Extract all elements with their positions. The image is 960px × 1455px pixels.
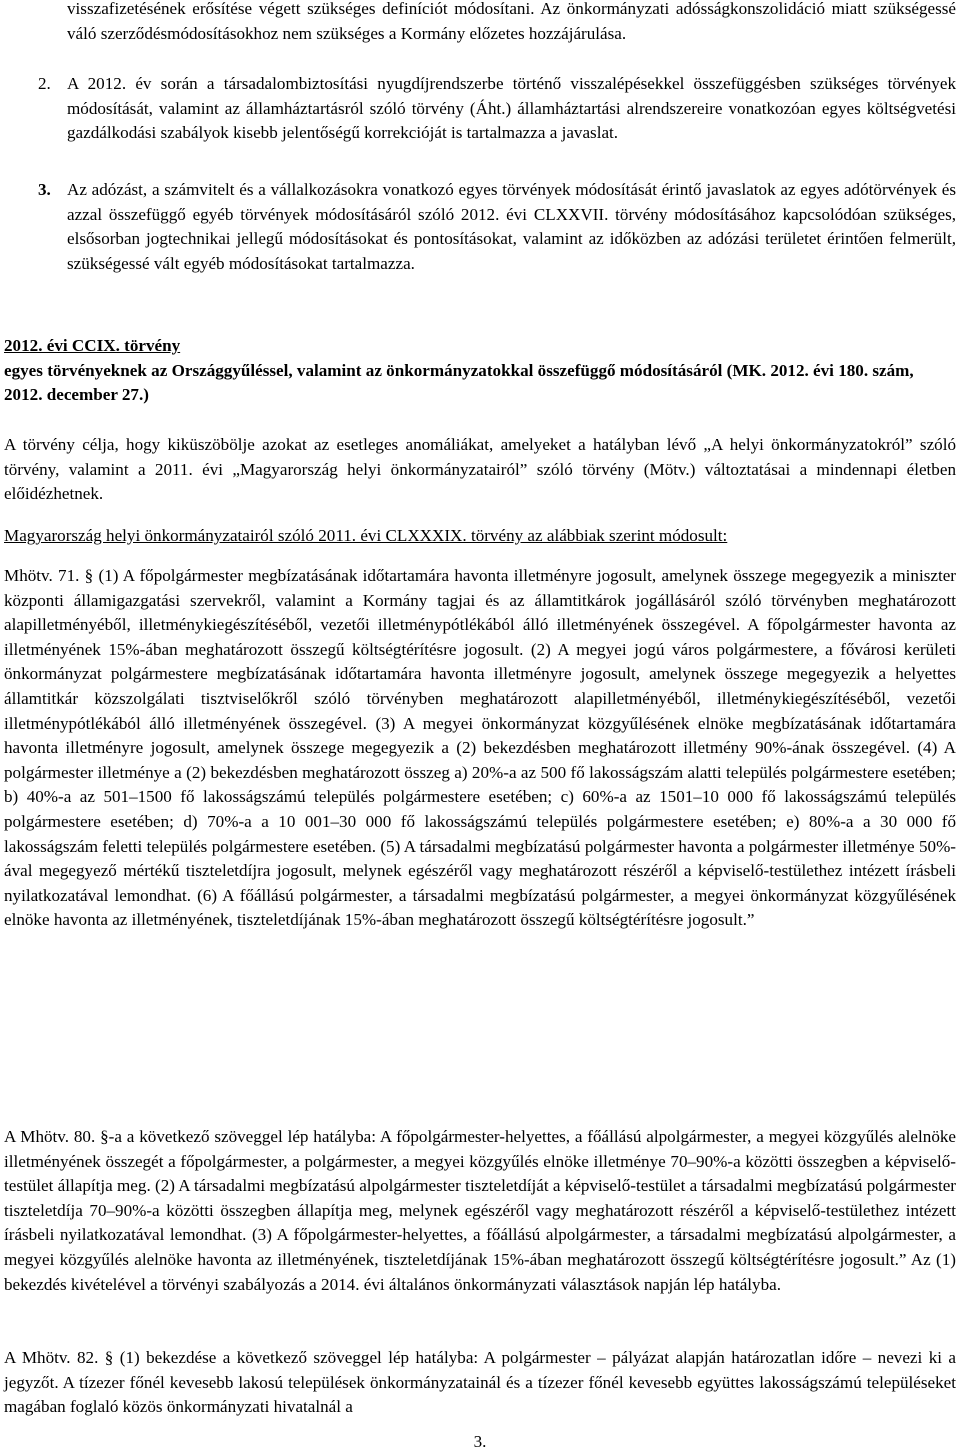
amendment-heading xyxy=(4,524,956,549)
list-item-number: 3. xyxy=(38,180,51,199)
list-item xyxy=(38,72,956,146)
section-71 xyxy=(4,564,956,933)
list-item xyxy=(38,178,956,276)
section-80 xyxy=(4,1125,956,1297)
list-item-text: visszafizetésének erősítése végett szükséges definíciót módosítani. Az önkormányzati adósságkonszolidáció miatt szükségessé váló szerződésmódosításokhoz nem szükséges a Kormány előzetes hozzájárulása. xyxy=(67,0,956,43)
section-82 xyxy=(4,1346,956,1420)
list-item-text xyxy=(38,72,956,146)
law-heading xyxy=(4,334,956,408)
paragraph-text: Mhötv. 71. § (1) A főpolgármester megbízatásának időtartamára havonta illetményre jogosult, amelynek összege megegyezik a miniszter központi államigazgatási szervekről, valamint a Kormány tagjai és az államtitkárok jogállásáról szóló törvényben meghatározott alapilletményéből, illetménykiegészítéséből, vezetői illetménypótlékából álló illetményének összegével. A főpolgármester havonta az illetményének 15%-ában meghatározott összegű költségtérítésre jogosult. (2) A megyei jogú város polgármestere, a fővárosi kerületi önkormányzat polgármestere megbízatásának időtartamára havonta illetményre jogosult, amelynek összege megegyezik a helyettes államtitkár közszolgálati tisztviselőkről szóló törvényben meghatározott alapilletményéből, illetménykiegészítéséből, vezetői illetménypótlékából álló illetményének összegével. (3) A megyei önkormányzat közgyűlésének elnöke megbízatásának időtartamára havonta illetményre jogosult, amelynek összege megegyezik a (2) bekezdésben meghatározott illetmény 90%-ának összegével. (4) A polgármester illetménye a (2) bekezdésben meghatározott összeg a) 20%-a az 500 fő lakosságszám alatti település polgármestere esetében; b) 40%-a az 501–1500 fő lakosságszámú település polgármestere esetében; c) 60%-a az 1501–10 000 fő lakosságszámú település polgármestere esetében; d) 70%-a a 10 001–30 000 fő lakosságszámú település polgármestere esetében; e) 80%-a a 30 000 fő lakosságszám feletti település polgármestere esetében. (5) A társadalmi megbízatású polgármester havonta a polgármester illetménye 50%-ával megegyező mértékű tiszteletdíjra jogosult, melynek egészéről vagy meghatározott részéről a képviselő-testülethez intézett írásbeli nyilatkozatával lemondhat. (6) A főállású polgármester, a társadalmi megbízatású polgármester, a megyei önkormányzat közgyűlésének elnöke havonta az illetményének, tiszteletdíjának 15%-ában meghatározott összegű költségtérítésre jogosult.” xyxy=(4,566,956,930)
list-item-body: Az adózást, a számvitelt és a vállalkozásokra vonatkozó egyes törvények módosítását érintő javaslatok az egyes adótörvények és azzal összefüggő egyéb törvények módosításáról szóló 2012. évi CLXXVII. törvény módosításához kapcsolódóan szükséges, elsősorban jogtechnikai jellegű módosításokat és pontosításokat, valamint az időközben az adózási területet érintően felmerült, szükségessé vált egyéb módosításokat tartalmazza. xyxy=(67,180,956,273)
list-item-number: 2. xyxy=(38,74,51,93)
law-title xyxy=(4,334,956,359)
paragraph-text: A Mhötv. 82. § (1) bekezdése a következő szöveggel lép hatályba: A polgármester – pályázat alapján határozatlan időre – nevezi ki a jegyzőt. A tízezer főnél kevesebb lakosú települések önkormányzatainál és a tízezer főnél kevesebb együttes lakosságszámú településeket magában foglaló közös önkormányzati hivatalnál a xyxy=(4,1348,956,1417)
purpose-paragraph xyxy=(4,433,956,507)
law-title-text: 2012. évi CCIX. törvény xyxy=(4,336,181,355)
paragraph-text: A Mhötv. 80. §-a a következő szöveggel lép hatályba: A főpolgármester-helyettes, a főállású alpolgármester, a megyei közgyűlés alelnöke illetményének összegét a főpolgármester, a polgármester, a megyei közgyűlés elnöke illetménye 70–90%-a közötti összegben a képviselő-testület állapítja meg. (2) A társadalmi megbízatású alpolgármester tiszteletdíját a képviselő-testület a társadalmi megbízatású polgármester tiszteletdíja 70–90%-a közötti összegben állapítja meg, melynek egészéről vagy meghatározott részéről a képviselő-testülethez intézett írásbeli nyilatkozatával lemondhat. (3) A főpolgármester-helyettes, a főállású alpolgármester, a társadalmi megbízatású alpolgármester, a megyei közgyűlés alelnöke havonta az illetményének, tiszteletdíjának 15%-ában meghatározott összegű költségtérítésre jogosult.” Az (1) bekezdés kivételével a törvényi szabályozás a 2014. évi általános önkormányzati választások napján lép hatályba. xyxy=(4,1127,956,1294)
heading-underlined: Magyarország helyi önkormányzatairól szóló 2011. évi CLXXXIX. törvény az alábbiak szerint módosult: xyxy=(4,526,728,545)
list-item-text xyxy=(38,178,956,276)
page-number: 3. xyxy=(473,1432,487,1451)
list-item xyxy=(4,0,956,46)
paragraph-text: A törvény célja, hogy kiküszöbölje azokat az esetleges anomáliákat, amelyeket a hatályban lévő „A helyi önkormányzatokról” szóló törvény, valamint a 2011. évi „Magyarország helyi önkormányzatairól” szóló törvény (Mötv.) változtatásai a mindennapi életben előidézhetnek. xyxy=(4,435,956,504)
heading-text xyxy=(4,524,956,549)
list-item-body: A 2012. év során a társadalombiztosítási nyugdíjrendszerbe történő visszalépésekkel összefüggésben szükséges törvények módosítását, valamint az államháztartásról szóló törvény (Áht.) államháztartási alrendszereire vonatkozóan egyes költségvetési gazdálkodási szabályok kisebb jelentőségű korrekcióját is tartalmazza a javaslat. xyxy=(67,74,956,143)
law-subtitle: egyes törvényeknek az Országgyűléssel, valamint az önkormányzatokkal összefüggő módosításáról (MK. 2012. évi 180. szám, 2012. december 27.) xyxy=(4,360,914,405)
